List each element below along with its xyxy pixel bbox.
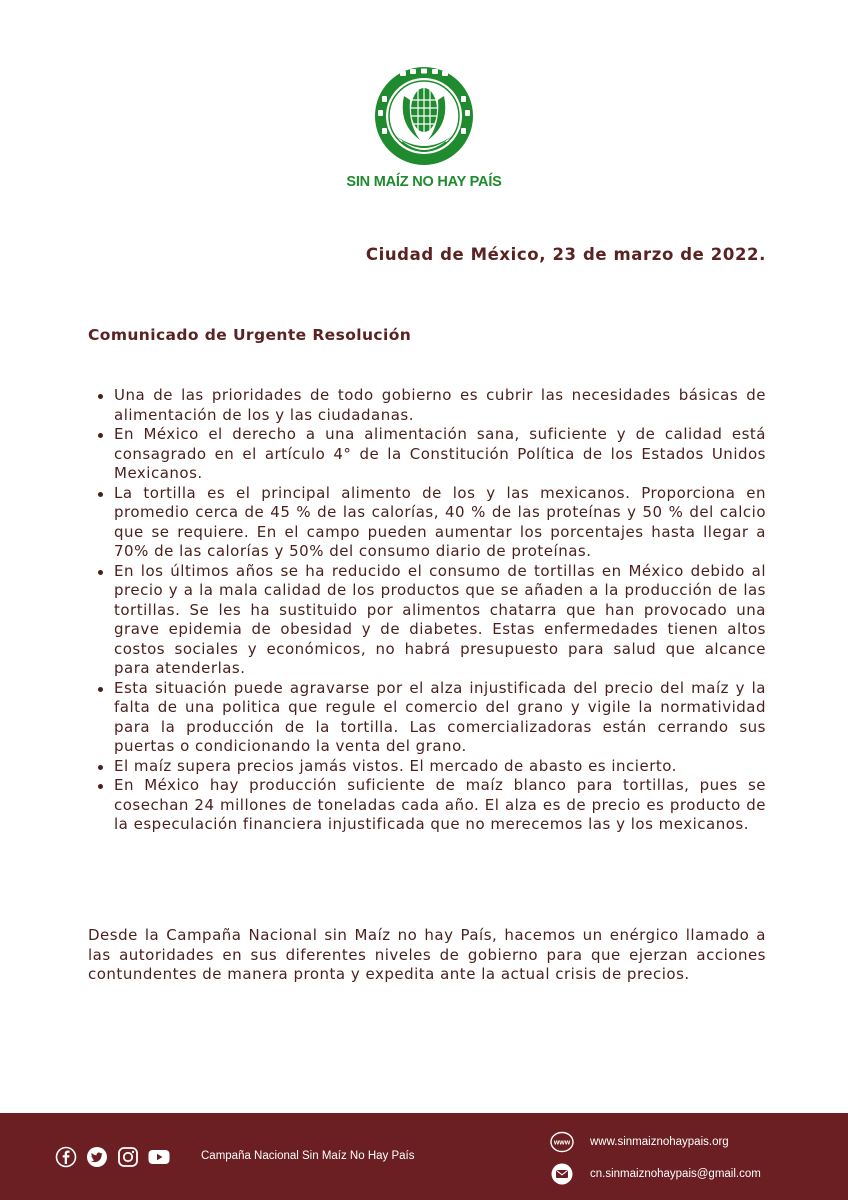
website-contact[interactable] <box>550 1131 729 1153</box>
bullet-item: El maíz supera precios jamás vistos. El mercado de abasto es incierto. <box>88 757 766 777</box>
instagram-icon[interactable] <box>117 1146 139 1168</box>
twitter-icon[interactable] <box>86 1146 108 1168</box>
corn-logo-icon <box>374 66 474 166</box>
logo-wordmark: SIN MAÍZ NO HAY PAÍS <box>346 174 502 190</box>
email-contact[interactable] <box>550 1163 761 1185</box>
email-link[interactable]: cn.sinmaiznohaypais@gmail.com <box>590 1168 761 1180</box>
social-links <box>55 1146 170 1168</box>
bullet-item: La tortilla es el principal alimento de los y las mexicanos. Proporciona en promedio cerca de 45 % de las calorías, 40 % de las proteínas y 50 % del calcio que se requiere. En el campo pueden aumentar los porcentajes hasta llegar a 70% de las calorías y 50% del consumo diario de proteínas. <box>88 484 766 562</box>
logo <box>346 66 502 196</box>
document-date: Ciudad de México, 23 de marzo de 2022. <box>365 245 766 264</box>
bullet-item: Una de las prioridades de todo gobierno es cubrir las necesidades básicas de alimentación de los y las ciudadanas. <box>88 386 766 425</box>
footer-campaign-name: Campaña Nacional Sin Maíz No Hay País <box>201 1150 415 1162</box>
website-link[interactable]: www.sinmaiznohaypais.org <box>590 1136 729 1148</box>
footer <box>0 1113 848 1200</box>
bullet-item: En México el derecho a una alimentación sana, suficiente y de calidad está consagrado en el artículo 4° de la Constitución Política de los Estados Unidos Mexicanos. <box>88 425 766 484</box>
facebook-icon[interactable] <box>55 1146 77 1168</box>
globe-www-icon <box>550 1131 574 1153</box>
bullet-list <box>88 386 766 835</box>
www-icon-label: www <box>553 1139 571 1147</box>
bullet-item: Esta situación puede agravarse por el alza injustificada del precio del maíz y la falta de una politica que regule el comercio del grano y vigile la normatividad para la producción de la tortilla. Las comercializadoras están cerrando sus puertas o condicionando la venta del grano. <box>88 679 766 757</box>
bullet-item: En los últimos años se ha reducido el consumo de tortillas en México debido al precio y a la mala calidad de los productos que se añaden a la producción de las tortillas. Se les ha sustituido por alimentos chatarra que han provocado una grave epidemia de obesidad y de diabetes. Estas enfermedades tienen altos costos sociales y económicos, no habrá presupuesto para salud que alcance para atenderlas. <box>88 562 766 679</box>
document-heading: Comunicado de Urgente Resolución <box>88 326 412 344</box>
email-icon <box>550 1163 574 1185</box>
youtube-icon[interactable] <box>148 1146 170 1168</box>
bullet-item: En México hay producción suficiente de maíz blanco para tortillas, pues se cosechan 24 millones de toneladas cada año. El alza es de precio es producto de la especulación financiera injustificada que no merecemos las y los mexicanos. <box>88 776 766 835</box>
closing-paragraph: Desde la Campaña Nacional sin Maíz no hay País, hacemos un enérgico llamado a las autoridades en sus diferentes niveles de gobierno para que ejerzan acciones contundentes de manera pronta y expedita ante la actual crisis de precios. <box>88 926 766 983</box>
